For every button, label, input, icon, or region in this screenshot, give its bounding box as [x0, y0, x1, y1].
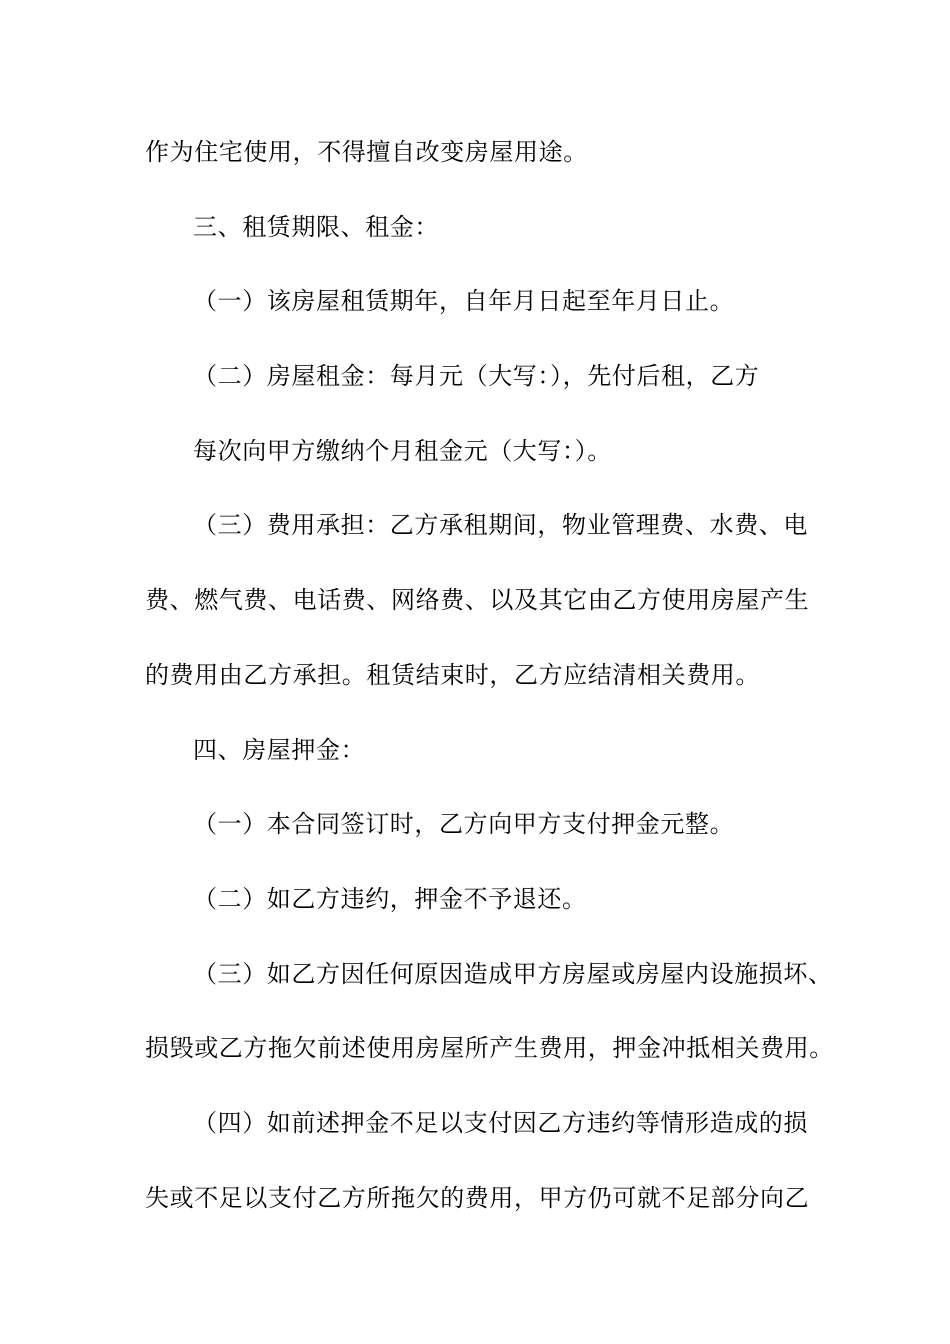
text-line: （三）费用承担：乙方承租期间，物业管理费、水费、电 [193, 511, 808, 539]
text-line: （三）如乙方因任何原因造成甲方房屋或房屋内设施损坏、 [193, 960, 833, 988]
text-line: （二）房屋租金：每月元（大写：），先付后租，乙方 [193, 362, 760, 390]
text-line: 的费用由乙方承担。租赁结束时，乙方应结清相关费用。 [145, 661, 760, 689]
text-line: 作为住宅使用，不得擅自改变房屋用途。 [145, 138, 588, 166]
text-line: （二）如乙方违约，押金不予退还。 [193, 885, 587, 913]
text-line: （四）如前述押金不足以支付因乙方违约等情形造成的损 [193, 1109, 808, 1137]
text-line: （一）该房屋租赁期年，自年月日起至年月日止。 [193, 287, 735, 315]
text-line: （一）本合同签订时，乙方向甲方支付押金元整。 [193, 810, 735, 838]
text-line: 每次向甲方缴纳个月租金元（大写：）。 [193, 437, 612, 465]
text-line: 失或不足以支付乙方所拖欠的费用，甲方仍可就不足部分向乙 [145, 1184, 810, 1212]
section-heading: 四、房屋押金： [193, 736, 366, 764]
text-line: 费、燃气费、电话费、网络费、以及其它由乙方使用房屋产生 [145, 586, 810, 614]
text-line: 损毁或乙方拖欠前述使用房屋所产生费用，押金冲抵相关费用。 [145, 1034, 834, 1062]
section-heading: 三、租赁期限、租金： [193, 213, 439, 241]
